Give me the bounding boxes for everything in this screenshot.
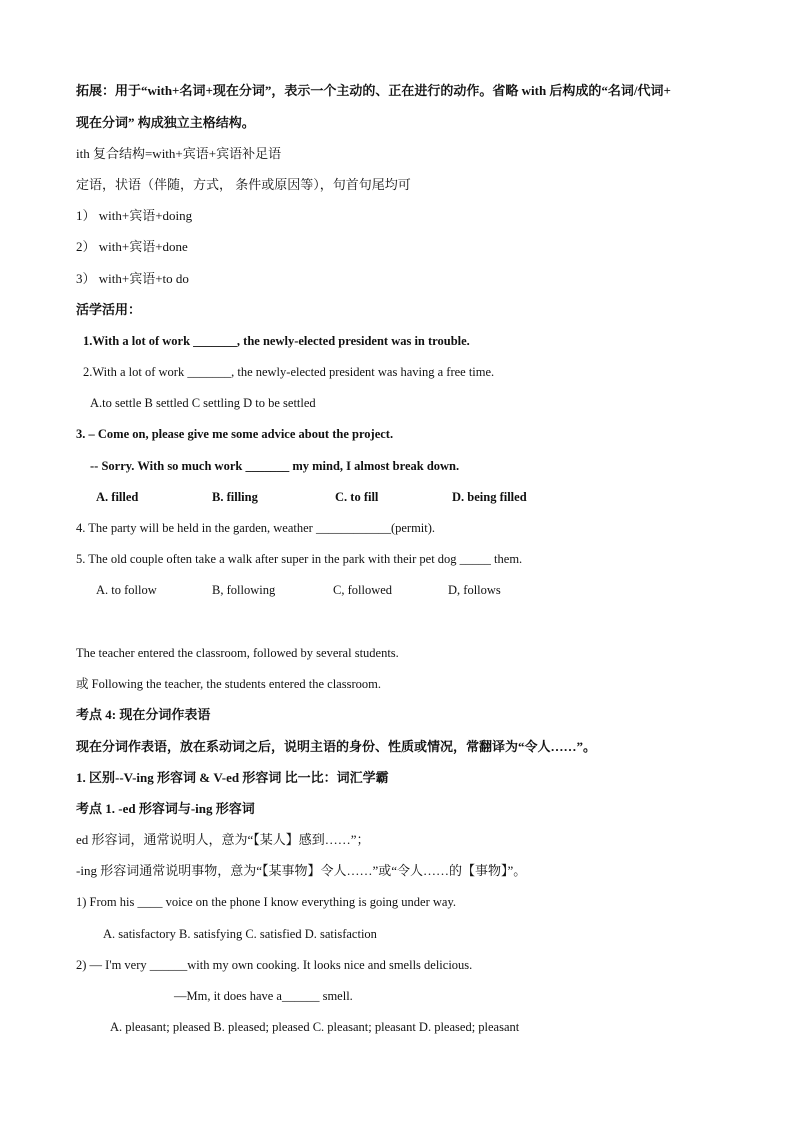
- exercise-2: 2) — I'm very ______with my own cooking. It looks nice and smells delicious.: [76, 958, 473, 972]
- extension-note-line-1: 拓展：用于“with+名词+现在分词”，表示一个主动的、正在进行的动作。省略 with 后构成的“名词/代词+: [76, 83, 671, 98]
- q5-option-a: A. to follow: [96, 583, 157, 597]
- q5-option-b: B, following: [212, 583, 276, 597]
- question-2: 2.With a lot of work _______, the newly-elected president was having a free time.: [83, 365, 495, 379]
- predicative-explanation: 现在分词作表语，放在系动词之后，说明主语的身份、性质或情况，常翻译为“令人……”。: [76, 739, 597, 754]
- q3-option-b: B. filling: [212, 490, 258, 504]
- practice-heading: 活学活用：: [76, 302, 142, 317]
- q3-option-d: D. being filled: [452, 490, 527, 504]
- section-heading-point-4: 考点 4: 现在分词作表语: [76, 707, 211, 722]
- pattern-3: 3） with+宾语+to do: [76, 271, 189, 286]
- exercise-1: 1) From his ____ voice on the phone I know everything is going under way.: [76, 895, 457, 909]
- ed-adjective-rule: ed 形容词，通常说明人，意为“【某人】感到……”；: [76, 832, 370, 847]
- question-5: 5. The old couple often take a walk after super in the park with their pet dog _____ them.: [76, 552, 523, 566]
- q3-option-c: C. to fill: [335, 490, 379, 504]
- exercise-1-options: A. satisfactory B. satisfying C. satisfied D. satisfaction: [103, 927, 377, 941]
- adjective-point-heading: 考点 1. -ed 形容词与-ing 形容词: [76, 801, 255, 816]
- question-1: 1.With a lot of work _______, the newly-elected president was in trouble.: [83, 334, 470, 348]
- question-3-response: -- Sorry. With so much work _______ my mind, I almost break down.: [90, 459, 460, 473]
- question-3: 3. – Come on, please give me some advice about the project.: [76, 427, 394, 441]
- pattern-2: 2） with+宾语+done: [76, 239, 188, 254]
- exercise-2-response: —Mm, it does have a______ smell.: [174, 989, 353, 1003]
- example-sentence-2: 或 Following the teacher, the students entered the classroom.: [76, 677, 381, 691]
- ing-adjective-rule: -ing 形容词通常说明事物，意为“【某事物】令人……”或“令人……的【事物】”。: [76, 863, 527, 878]
- question-2-options: A.to settle B settled C settling D to be settled: [90, 396, 316, 410]
- comparison-heading: 1. 区别--V-ing 形容词 & V-ed 形容词 比一比：词汇学霸: [76, 770, 389, 785]
- exercise-2-options: A. pleasant; pleased B. pleased; pleased C. pleasant; pleasant D. pleased; pleasant: [110, 1020, 520, 1034]
- q5-option-c: C, followed: [333, 583, 393, 597]
- q5-option-d: D, follows: [448, 583, 501, 597]
- with-structure-definition: ith 复合结构=with+宾语+宾语补足语: [76, 146, 282, 161]
- example-sentence-1: The teacher entered the classroom, followed by several students.: [76, 646, 399, 660]
- question-4: 4. The party will be held in the garden, weather ____________(permit).: [76, 521, 436, 535]
- pattern-1: 1） with+宾语+doing: [76, 208, 193, 223]
- q3-option-a: A. filled: [96, 490, 139, 504]
- extension-note-line-2: 现在分词” 构成独立主格结构。: [76, 115, 255, 130]
- with-structure-function: 定语，状语（伴随，方式， 条件或原因等），句首句尾均可: [76, 177, 411, 192]
